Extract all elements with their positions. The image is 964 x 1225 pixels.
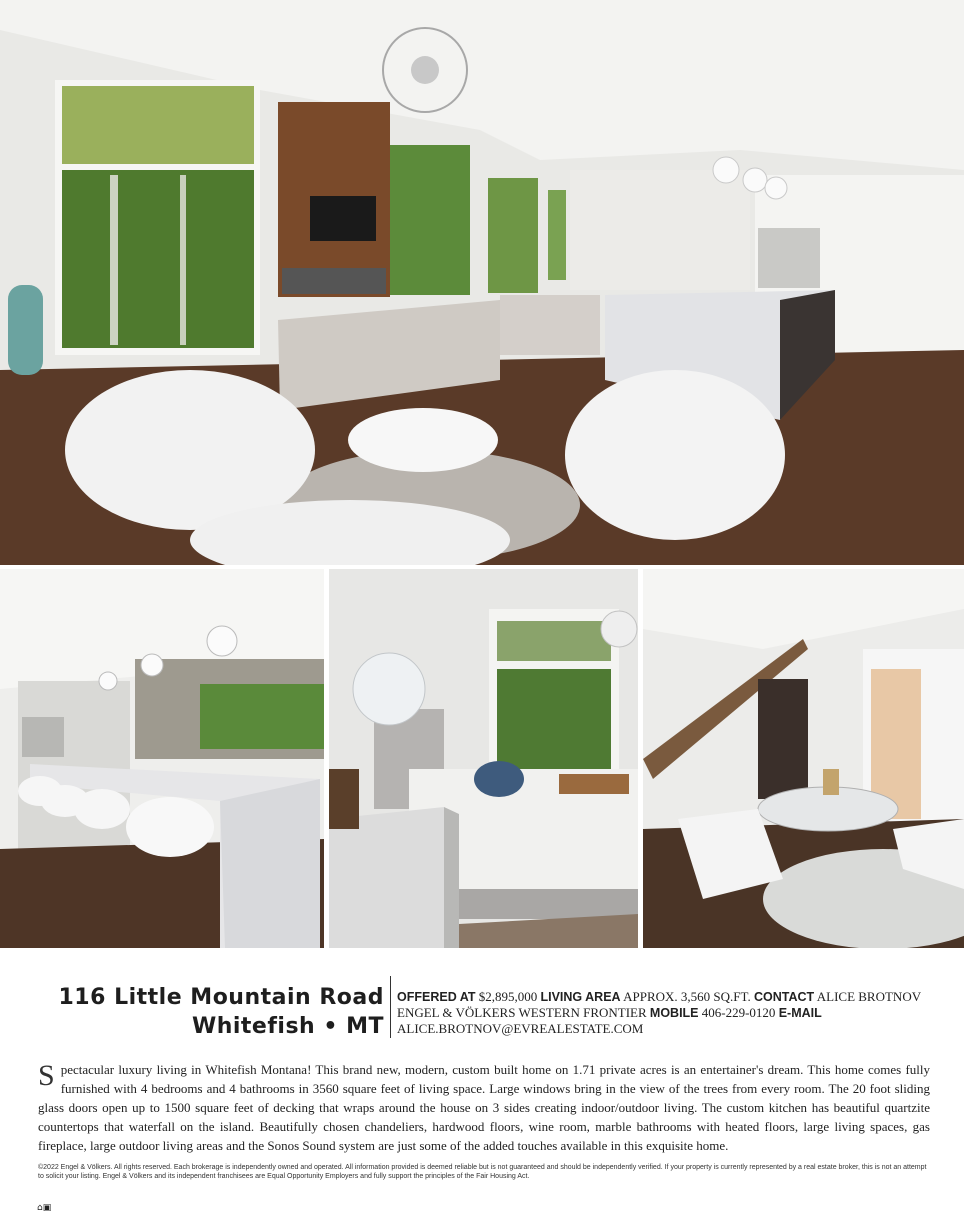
dining-stairs-photo (643, 569, 964, 948)
address-divider (390, 976, 391, 1038)
price-value: $2,895,000 (478, 989, 538, 1004)
contact-label: CONTACT (754, 990, 815, 1004)
email-value[interactable]: ALICE.BROTNOV@EVREALESTATE.COM (397, 1021, 644, 1036)
property-description (38, 1060, 930, 1155)
legal-disclaimer: ©2022 Engel & Völkers. All rights reserved. Each brokerage is independently owned and operated. All information provided is deemed reliable but is not guaranteed and should be independently verified. If your property is currently represented by a real estate broker, this is not an attempt to solicit your listing. Engel & Völkers and its independent franchisees are Equal Opportunity Employers and fully support the principles of the Fair Housing Act. (38, 1164, 927, 1180)
living-area-value: APPROX. 3,560 SQ.FT. (623, 989, 751, 1004)
mobile-value[interactable]: 406-229-0120 (701, 1005, 776, 1020)
contact-value: ALICE BROTNOV ENGEL & VÖLKERS WESTERN FRONTIER (397, 989, 921, 1020)
listing-details (397, 989, 937, 1037)
description-dropcap: S (38, 1059, 55, 1092)
address-city-state: Whitefish • MT (191, 1014, 384, 1039)
mobile-label: MOBILE (649, 1006, 699, 1020)
bedroom-photo (329, 569, 638, 948)
offered-at-label: OFFERED AT (397, 990, 476, 1004)
property-address (40, 984, 384, 1042)
kitchen-photo (0, 569, 324, 948)
address-street: 116 Little Mountain Road (58, 985, 384, 1010)
email-label: E-MAIL (778, 1006, 822, 1020)
equal-housing-icons: ⌂▣ (37, 1203, 52, 1213)
description-text: pectacular luxury living in Whitefish Montana! This brand new, modern, custom built home on 1.71 private acres is an entertainer's dream. This home comes fully furnished with 4 bedrooms and 4 bathrooms in 3560 square feet of living space. Large windows bring in the view of the trees from every room. The 20 foot sliding glass doors open up to 1500 square feet of decking that wraps around the house on 3 sides creating indoor/outdoor living. The custom kitchen has beautiful quartzite countertops that waterfall on the island. Beautifully chosen chandeliers, hardwood floors, wine room, marble bathrooms with heated floors, large living spaces, gas fireplace, large outdoor living areas and the Sonos Sound system are just some of the added touches available in this exquisite home. (38, 1062, 930, 1153)
living-area-label: LIVING AREA (540, 990, 621, 1004)
hero-living-room-photo (0, 0, 964, 565)
